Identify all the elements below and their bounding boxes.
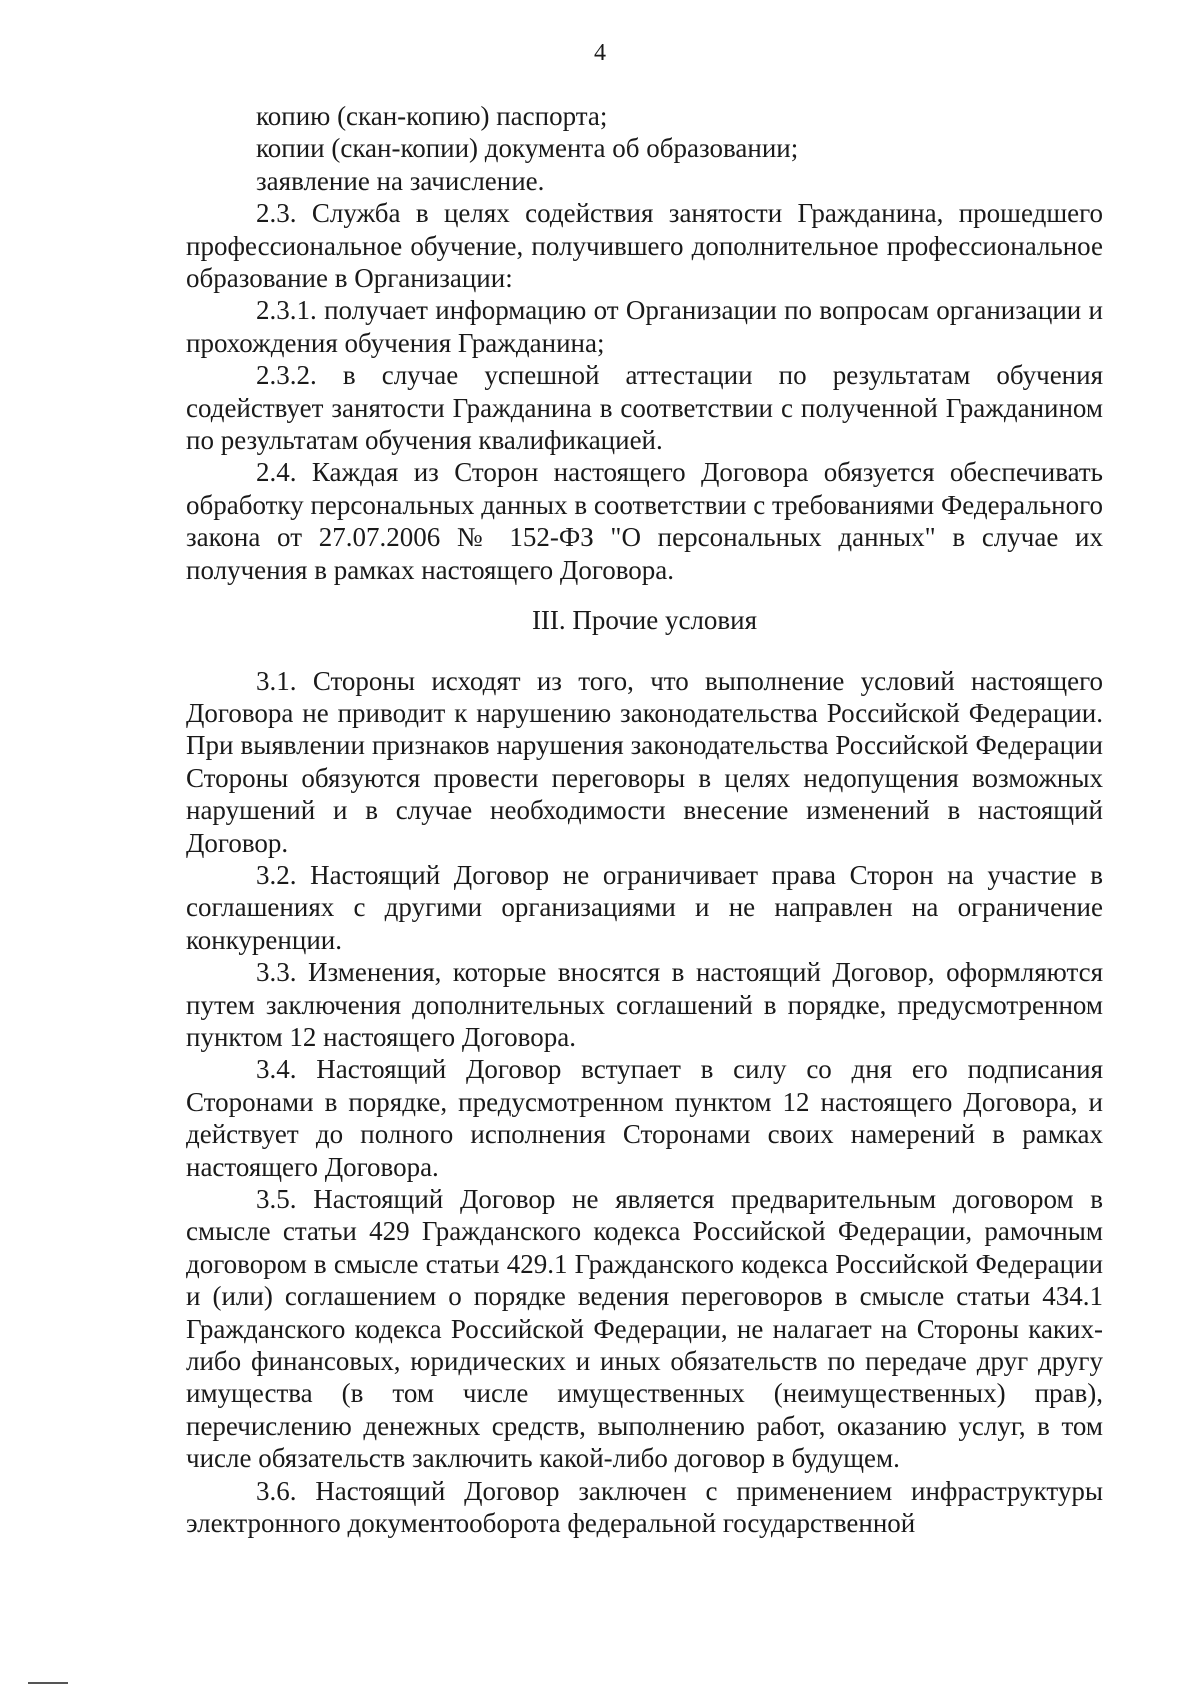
list-item-passport: копию (скан-копию) паспорта; xyxy=(256,101,608,131)
list-item-enrollment-application: заявление на зачисление. xyxy=(256,165,545,196)
list-item-education-document: копии (скан-копии) документа об образовании; xyxy=(256,133,799,164)
section-title: III. Прочие условия xyxy=(531,605,758,636)
clause-2-3-1: 2.3.1. получает информацию от Организации по вопросам организации и прохождения обучения Гражданина; xyxy=(186,295,1103,358)
document-body xyxy=(186,100,1103,1539)
clause-3-5: 3.5. Настоящий Договор не является предварительным договором в смысле статьи 429 Гражданского кодекса Российской Федерации, рамочным договором в смысле статьи 429.1 Гражданского кодекса Российской Федерации и (или) соглашением о порядке ведения переговоров в смысле статьи 434.1 Гражданского кодекса Российской Федерации, не налагает на Стороны каких-либо финансовых, юридических и иных обязательств по передаче друг другу имущества (в том числе имущественных (неимущественных) прав), перечислению денежных средств, выполнению работ, оказанию услуг, в том числе обязательств заключить какой-либо договор в будущем. xyxy=(186,1184,1103,1474)
clause-3-6: 3.6. Настоящий Договор заключен с применением инфраструктуры электронного документооборота федеральной государственной xyxy=(186,1475,1103,1539)
clause-3-3: 3.3. Изменения, которые вносятся в настоящий Договор, оформляются путем заключения дополнительных соглашений в порядке, предусмотренном пунктом 12 настоящего Договора. xyxy=(186,957,1103,1052)
clause-2-3-2: 2.3.2. в случае успешной аттестации по результатам обучения содействует занятости Гражданина в соответствии с полученной Гражданином по результатам обучения квалификацией. xyxy=(186,360,1103,456)
clause-3-1: 3.1. Стороны исходят из того, что выполнение условий настоящего Договора не приводит к нарушению законодательства Российской Федерации. При выявлении признаков нарушения законодательства Российской Федерации Стороны обязуются провести переговоры в целях недопущения возможных нарушений и в случае необходимости внесение изменений в настоящий Договор. xyxy=(186,665,1103,858)
clause-3-2: 3.2. Настоящий Договор не ограничивает права Сторон на участие в соглашениях с другими организациями и не направлен на ограничение конкуренции. xyxy=(186,859,1103,955)
clause-2-4: 2.4. Каждая из Сторон настоящего Договора обязуется обеспечивать обработку персональных данных в соответствии с требованиями Федерального закона от 27.07.2006 № 152-ФЗ "О персональных данных" в случае их получения в рамках настоящего Договора. xyxy=(186,457,1103,585)
scan-edge-mark xyxy=(28,1682,68,1684)
page-number: 4 xyxy=(594,40,606,66)
clause-2-3: 2.3. Служба в целях содействия занятости Гражданина, прошедшего профессиональное обучение, получившего дополнительное профессиональное образование в Организации: xyxy=(186,198,1103,294)
clause-3-4: 3.4. Настоящий Договор вступает в силу со дня его подписания Сторонами в порядке, предусмотренном пунктом 12 настоящего Договора, и действует до полного исполнения Сторонами своих намерений в рамках настоящего Договора. xyxy=(186,1054,1103,1182)
